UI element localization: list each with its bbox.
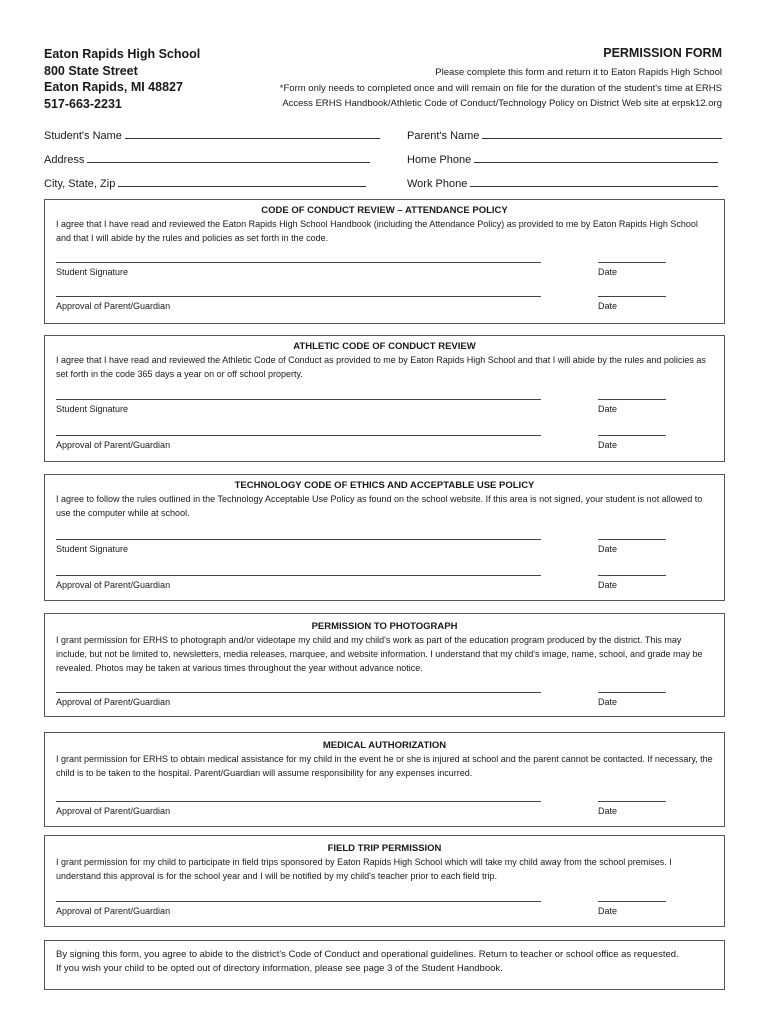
section-title: ATHLETIC CODE OF CONDUCT REVIEW <box>293 341 476 352</box>
work-phone-line[interactable] <box>470 176 718 187</box>
date-line[interactable] <box>598 901 666 902</box>
student-signature-line[interactable] <box>56 399 541 400</box>
school-city: Eaton Rapids, MI 48827 <box>44 80 183 94</box>
address-field[interactable] <box>44 152 370 166</box>
agreement-line-1: By signing this form, you agree to abide to the district's Code of Conduct and operational guidelines. Return to teacher or school office as requested. <box>56 949 679 960</box>
instructions <box>252 65 722 112</box>
address-line[interactable] <box>87 152 370 163</box>
section-body: I grant permission for my child to participate in field trips sponsored by Eaton Rapids High School which will take my child away from the school premises. I understand this approval is for the school year and I will be notified by my child's teacher prior to each field trip. <box>56 857 672 881</box>
section-body: I grant permission for ERHS to obtain medical assistance for my child in the event he or she is injured at school and the parent cannot be contacted. If necessary, the child is to be taken to the hospital. Parent/Guardian will assume responsibility for any expenses incurred. <box>56 754 713 778</box>
date-line[interactable] <box>598 435 666 436</box>
school-address-block <box>44 46 200 112</box>
section-title: MEDICAL AUTHORIZATION <box>322 740 447 751</box>
address-label: Address <box>44 154 85 166</box>
city-state-zip-label: City, State, Zip <box>44 178 116 190</box>
school-phone: 517-663-2231 <box>44 96 122 111</box>
section-body: I grant permission for ERHS to photograph and/or videotape my child and my child's work as part of the education program produced by the district. This may include, but not be limited to, newsletters, media releases, marquee, and website information. I understand that my child's image, name, school, and grade may be revealed. Photos may be taken at various times throughout the year without advance notice. <box>56 635 703 673</box>
signature-label: Approval of Parent/Guardian <box>56 906 171 916</box>
student-name-field[interactable] <box>44 128 380 142</box>
date-line[interactable] <box>598 296 666 297</box>
date-label: Date <box>598 440 618 450</box>
parent-signature-line[interactable] <box>56 575 541 576</box>
parent-name-field[interactable] <box>407 128 722 142</box>
parent-name-label: Parent's Name <box>407 130 480 142</box>
medical-authorization-section <box>44 732 725 827</box>
student-name-label: Student's Name <box>44 130 122 142</box>
date-label: Date <box>598 697 618 707</box>
school-name: Eaton Rapids High School <box>44 47 201 61</box>
signature-label: Approval of Parent/Guardian <box>56 301 171 311</box>
date-label: Date <box>598 301 618 311</box>
date-line[interactable] <box>598 801 666 802</box>
signature-label: Student Signature <box>56 267 129 277</box>
instructions-line-1: Please complete this form and return it to Eaton Rapids High School <box>435 67 722 78</box>
instructions-line-3: Access ERHS Handbook/Athletic Code of Conduct/Technology Policy on District Web site at erpsk12.org <box>282 98 722 109</box>
section-body: I agree that I have read and reviewed the Athletic Code of Conduct as provided to me by Eaton Rapids High School and that I will abide by the rules and policies as set forth in the code 365 days a year on or off school property. <box>56 355 706 379</box>
section-title: PERMISSION TO PHOTOGRAPH <box>311 621 458 632</box>
date-line[interactable] <box>598 692 666 693</box>
date-line[interactable] <box>598 539 666 540</box>
agreement-notice-box <box>44 940 725 990</box>
school-street: 800 State Street <box>44 63 138 78</box>
code-of-conduct-section <box>44 199 725 324</box>
athletic-code-section <box>44 335 725 462</box>
city-state-zip-field[interactable] <box>44 176 366 190</box>
technology-policy-section <box>44 474 725 601</box>
home-phone-line[interactable] <box>474 152 718 163</box>
date-line[interactable] <box>598 399 666 400</box>
signature-label: Approval of Parent/Guardian <box>56 580 171 590</box>
agreement-notice <box>56 948 714 976</box>
section-title: CODE OF CONDUCT REVIEW – ATTENDANCE POLICY <box>261 205 508 216</box>
parent-signature-line[interactable] <box>56 801 541 802</box>
home-phone-field[interactable] <box>407 152 718 166</box>
section-body: I agree that I have read and reviewed the Eaton Rapids High School Handbook (including the Attendance Policy) as provided to me by Eaton Rapids High School and that I will abide by the rules and policies as set forth in the code. <box>56 219 698 243</box>
date-label: Date <box>598 806 618 816</box>
signature-label: Approval of Parent/Guardian <box>56 697 171 707</box>
work-phone-field[interactable] <box>407 176 718 190</box>
date-label: Date <box>598 580 618 590</box>
student-signature-line[interactable] <box>56 262 541 263</box>
date-label: Date <box>598 267 618 277</box>
work-phone-label: Work Phone <box>407 178 468 190</box>
parent-name-line[interactable] <box>482 128 722 139</box>
section-title: TECHNOLOGY CODE OF ETHICS AND ACCEPTABLE USE POLICY <box>234 480 535 491</box>
field-trip-permission-section <box>44 835 725 927</box>
parent-signature-line[interactable] <box>56 901 541 902</box>
section-title: FIELD TRIP PERMISSION <box>327 843 442 854</box>
parent-signature-line[interactable] <box>56 692 541 693</box>
signature-label: Student Signature <box>56 544 129 554</box>
student-signature-line[interactable] <box>56 539 541 540</box>
instructions-line-2: *Form only needs to completed once and will remain on file for the duration of the student's time at ERHS <box>279 82 722 94</box>
signature-label: Approval of Parent/Guardian <box>56 440 171 450</box>
form-title: PERMISSION FORM <box>603 46 722 60</box>
date-line[interactable] <box>598 575 666 576</box>
agreement-line-2: If you wish your child to be opted out of directory information, please see page 3 of the Student Handbook. <box>56 963 503 974</box>
photograph-permission-section <box>44 613 725 717</box>
parent-signature-line[interactable] <box>56 296 541 297</box>
signature-label: Student Signature <box>56 404 129 414</box>
home-phone-label: Home Phone <box>407 154 472 166</box>
section-body: I agree to follow the rules outlined in the Technology Acceptable Use Policy as found on the school website. If this area is not signed, your student is not allowed to use the computer while at school. <box>56 494 703 518</box>
student-name-line[interactable] <box>125 128 380 139</box>
city-state-zip-line[interactable] <box>118 176 366 187</box>
date-label: Date <box>598 906 618 916</box>
date-label: Date <box>598 544 618 554</box>
signature-label: Approval of Parent/Guardian <box>56 806 171 816</box>
date-line[interactable] <box>598 262 666 263</box>
date-label: Date <box>598 404 618 414</box>
parent-signature-line[interactable] <box>56 435 541 436</box>
